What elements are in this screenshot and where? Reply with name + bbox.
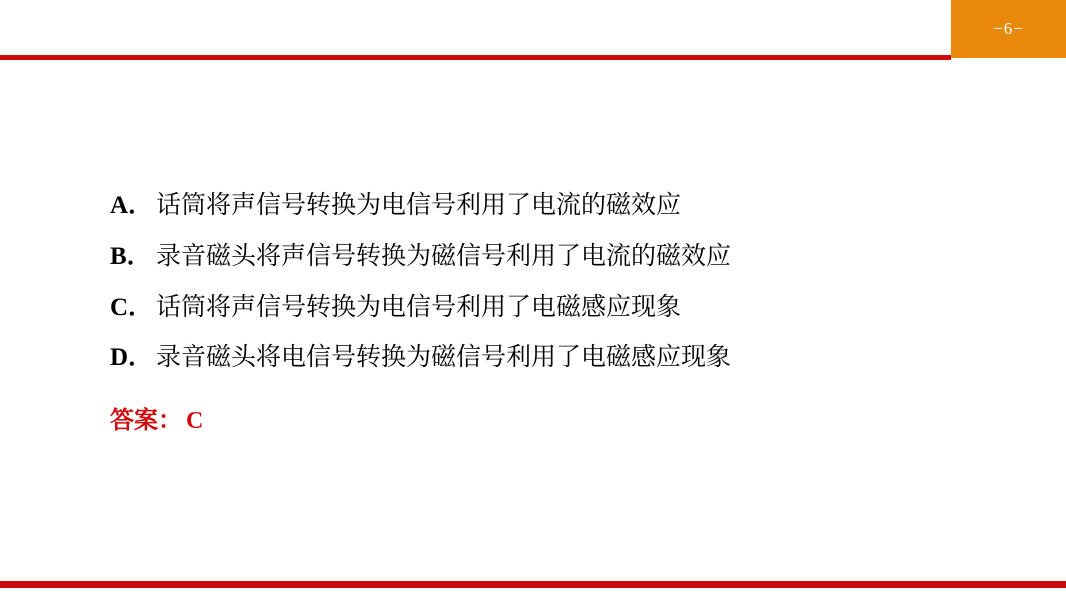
page-number-label: −6−: [993, 19, 1024, 38]
choice-option-c[interactable]: [110, 287, 990, 324]
choice-option-b[interactable]: [110, 236, 990, 273]
top-red-rule: [0, 55, 951, 60]
choice-option-d[interactable]: [110, 337, 990, 374]
choice-text: 录音磁头将电信号转换为磁信号利用了电磁感应现象: [156, 342, 732, 372]
answer-value: C: [186, 408, 204, 434]
page-number-tab: [951, 0, 1066, 58]
choice-text: 录音磁头将声信号转换为磁信号利用了电流的磁效应: [156, 240, 732, 270]
choice-option-a[interactable]: [110, 185, 990, 222]
choice-letter: C．: [110, 293, 154, 321]
choice-text: 话筒将声信号转换为电信号利用了电流的磁效应: [156, 190, 682, 219]
question-choices: [110, 185, 990, 435]
choice-letter: D．: [110, 344, 154, 372]
answer-label: 答案：: [110, 406, 182, 434]
choice-text: 话筒将声信号转换为电信号利用了电磁感应现象: [156, 291, 682, 321]
choice-letter: B．: [110, 242, 152, 270]
choice-letter: A．: [110, 192, 154, 219]
answer-line: [110, 400, 990, 435]
bottom-red-rule: [0, 581, 1066, 588]
